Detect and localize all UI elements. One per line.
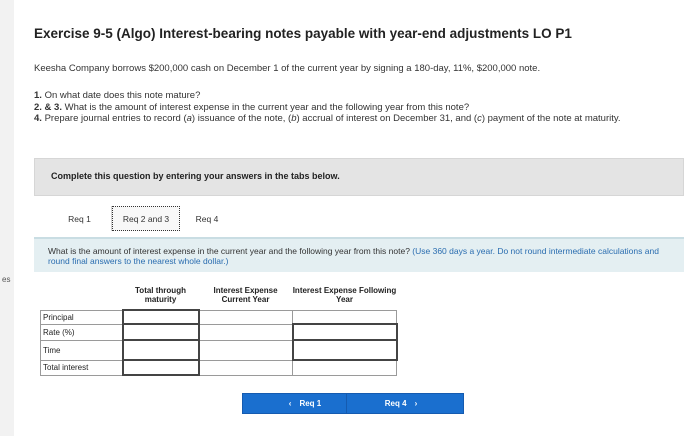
total-interest-following-input[interactable]	[293, 360, 397, 375]
row-label-rate: Rate (%)	[41, 324, 123, 340]
instructions-text: Complete this question by entering your answers in the tabs below.	[51, 171, 340, 181]
prev-req-button[interactable]	[242, 393, 360, 414]
question-2-3-text: What is the amount of interest expense in the current year and the following year from this note?	[62, 101, 470, 113]
question-4-text-c: ) accrual of interest on December 31, and (	[296, 113, 478, 124]
chevron-left-icon: ‹	[288, 399, 292, 408]
table-header-row	[41, 282, 397, 310]
time-current-input[interactable]	[199, 340, 293, 360]
question-4-text-d: ) payment of the note at maturity.	[481, 113, 621, 124]
time-total-input[interactable]	[123, 340, 199, 360]
question-4-italic-a: a	[186, 113, 192, 124]
next-req-label: Req 4	[384, 399, 407, 408]
table-row	[41, 340, 397, 360]
tab-bar	[48, 206, 234, 231]
question-list	[34, 90, 694, 125]
rate-following-input[interactable]	[293, 324, 397, 340]
row-label-time: Time	[41, 340, 123, 360]
left-edge-panel	[0, 0, 14, 436]
total-interest-current-input[interactable]	[199, 360, 293, 375]
header-total-through-maturity: Total through maturity	[123, 282, 199, 310]
row-label-total-interest: Total interest	[41, 360, 123, 375]
question-4-number: 4.	[34, 113, 42, 124]
header-blank	[41, 282, 123, 310]
question-4-italic-c: c	[477, 113, 482, 124]
page-title: Exercise 9-5 (Algo) Interest-bearing notes payable with year-end adjustments LO P1	[34, 26, 572, 41]
question-2-3	[34, 102, 694, 114]
question-4	[34, 113, 694, 125]
question-prompt-note: (Use 360 days a year. Do not round intermediate calculations and round final answers to the nearest whole dollar.)	[48, 246, 659, 266]
tab-req-4[interactable]: Req 4	[180, 206, 234, 231]
table-row	[41, 324, 397, 340]
chevron-right-icon: ›	[414, 399, 418, 408]
question-2-3-number: 2. & 3.	[34, 101, 62, 113]
table-row	[41, 360, 397, 375]
question-1-number: 1.	[34, 90, 42, 101]
time-following-input[interactable]	[293, 340, 397, 360]
question-prompt	[34, 237, 684, 272]
total-interest-total-input[interactable]	[123, 360, 199, 375]
question-4-text-b: ) issuance of the note, (	[191, 113, 292, 124]
question-4-text-a: Prepare journal entries to record (	[41, 113, 187, 124]
row-label-principal: Principal	[41, 310, 123, 324]
intro-text: Keesha Company borrows $200,000 cash on December 1 of the current year by signing a 180-day, 11%, $200,000 note.	[34, 63, 541, 74]
prev-req-label: Req 1	[299, 399, 322, 408]
interest-table	[40, 282, 398, 376]
instructions-box	[34, 158, 684, 196]
rate-current-input[interactable]	[199, 324, 293, 340]
side-label: es	[2, 275, 11, 284]
header-interest-current-year: Interest Expense Current Year	[199, 282, 293, 310]
rate-total-input[interactable]	[123, 324, 199, 340]
principal-total-input[interactable]	[123, 310, 199, 324]
next-req-button[interactable]	[346, 393, 464, 414]
tab-req-2-and-3[interactable]: Req 2 and 3	[112, 206, 180, 231]
table-row	[41, 310, 397, 324]
principal-current-input[interactable]	[199, 310, 293, 324]
question-4-italic-b: b	[291, 113, 297, 124]
question-1	[34, 90, 694, 102]
question-prompt-text: What is the amount of interest expense in the current year and the following year from this note?	[48, 246, 413, 256]
principal-following-input[interactable]	[293, 310, 397, 324]
tab-req-1[interactable]: Req 1	[48, 206, 112, 231]
question-1-text: On what date does this note mature?	[41, 90, 201, 101]
header-interest-following-year: Interest Expense Following Year	[293, 282, 397, 310]
